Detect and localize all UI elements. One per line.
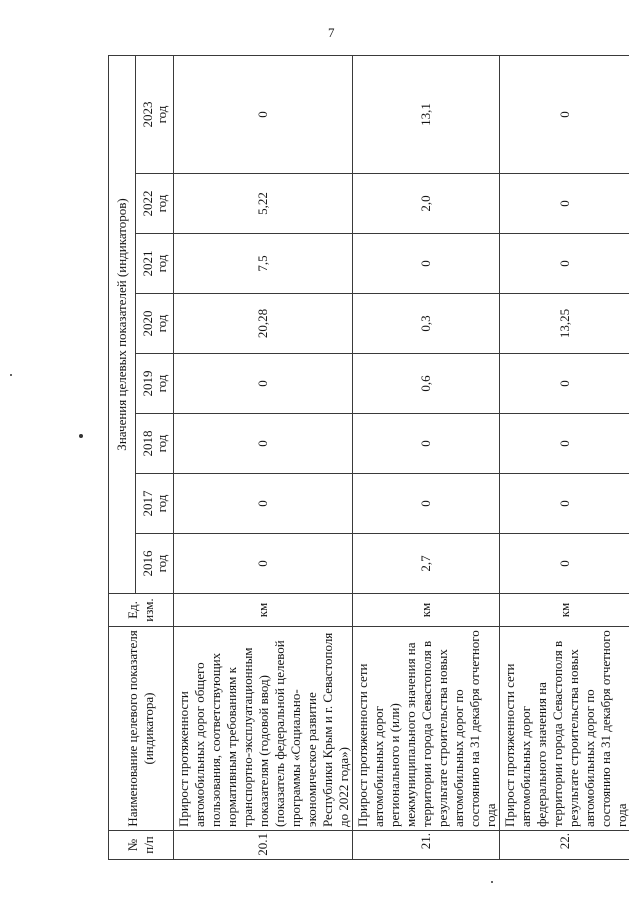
- page-number: 7: [328, 25, 335, 40]
- header-year: 2019 год: [136, 354, 174, 414]
- header-unit: Ед. изм.: [109, 594, 174, 627]
- row-name: Прирост протяженности сети автомобильных дорог федерального значения на территории города Севастополя в результате строительства новых автомобильных дорог по состоянию на 31 декабря отчетного года: [500, 627, 629, 831]
- header-year: 2018 год: [136, 414, 174, 474]
- row-value: 0: [174, 474, 353, 534]
- scan-speck: [491, 881, 493, 883]
- row-name: Прирост протяженности сети автомобильных дорог регионального и (или) межмуниципального значения на территории города Севастополя в результате строительства новых автомобильных дорог по состоянию на 31 декабря отчетного года: [353, 627, 500, 831]
- table-wrapper: [108, 60, 629, 860]
- header-year: 2016 год: [136, 534, 174, 594]
- row-value: 0: [174, 534, 353, 594]
- row-value: 7,5: [174, 234, 353, 294]
- header-year: 2020 год: [136, 294, 174, 354]
- row-value: 0: [500, 354, 629, 414]
- row-num: 22.: [500, 831, 629, 860]
- row-value: 0: [353, 474, 500, 534]
- scan-speck: [10, 374, 12, 376]
- row-value: 0: [500, 414, 629, 474]
- row-value: 0: [500, 474, 629, 534]
- row-num: 20.1: [174, 831, 353, 860]
- header-name: Наименование целевого показателя (индикатора): [109, 627, 174, 831]
- table-row: [500, 55, 629, 859]
- row-value: 0: [174, 55, 353, 173]
- rotated-table-container: [108, 60, 629, 860]
- row-value: 0: [500, 55, 629, 173]
- row-value: 0,6: [353, 354, 500, 414]
- row-unit: км: [500, 594, 629, 627]
- row-value: 0: [174, 354, 353, 414]
- table-row: [353, 55, 500, 859]
- row-num: 21.: [353, 831, 500, 860]
- row-value: 0: [500, 534, 629, 594]
- row-value: 20,28: [174, 294, 353, 354]
- header-year: 2021 год: [136, 234, 174, 294]
- scan-speck: [79, 434, 83, 438]
- row-value: 0: [500, 234, 629, 294]
- row-value: 0,3: [353, 294, 500, 354]
- row-value: 13,1: [353, 55, 500, 173]
- indicators-table: [108, 55, 629, 860]
- row-value: 0: [174, 414, 353, 474]
- row-unit: км: [174, 594, 353, 627]
- row-value: 0: [353, 234, 500, 294]
- row-value: 2,0: [353, 174, 500, 234]
- row-value: 13,25: [500, 294, 629, 354]
- header-year: 2022 год: [136, 174, 174, 234]
- row-value: 2,7: [353, 534, 500, 594]
- row-name: Прирост протяженности автомобильных дорог общего пользования, соответствующих нормативным требованиям к транспортно-эксплуатационным показателям (годовой ввод) (показатель федеральной целевой программы «Социально-экономическое развитие Республики Крым и г. Севастополя до 2022 года»): [174, 627, 353, 831]
- header-year: 2017 год: [136, 474, 174, 534]
- header-num: № п/п: [109, 831, 174, 860]
- table-row: [174, 55, 353, 859]
- row-unit: км: [353, 594, 500, 627]
- header-year: 2023 год: [136, 55, 174, 173]
- row-value: 5,22: [174, 174, 353, 234]
- header-row-top: [109, 55, 136, 859]
- row-value: 0: [353, 414, 500, 474]
- header-values-group: Значения целевых показателей (индикаторов): [109, 55, 136, 593]
- row-value: 0: [500, 174, 629, 234]
